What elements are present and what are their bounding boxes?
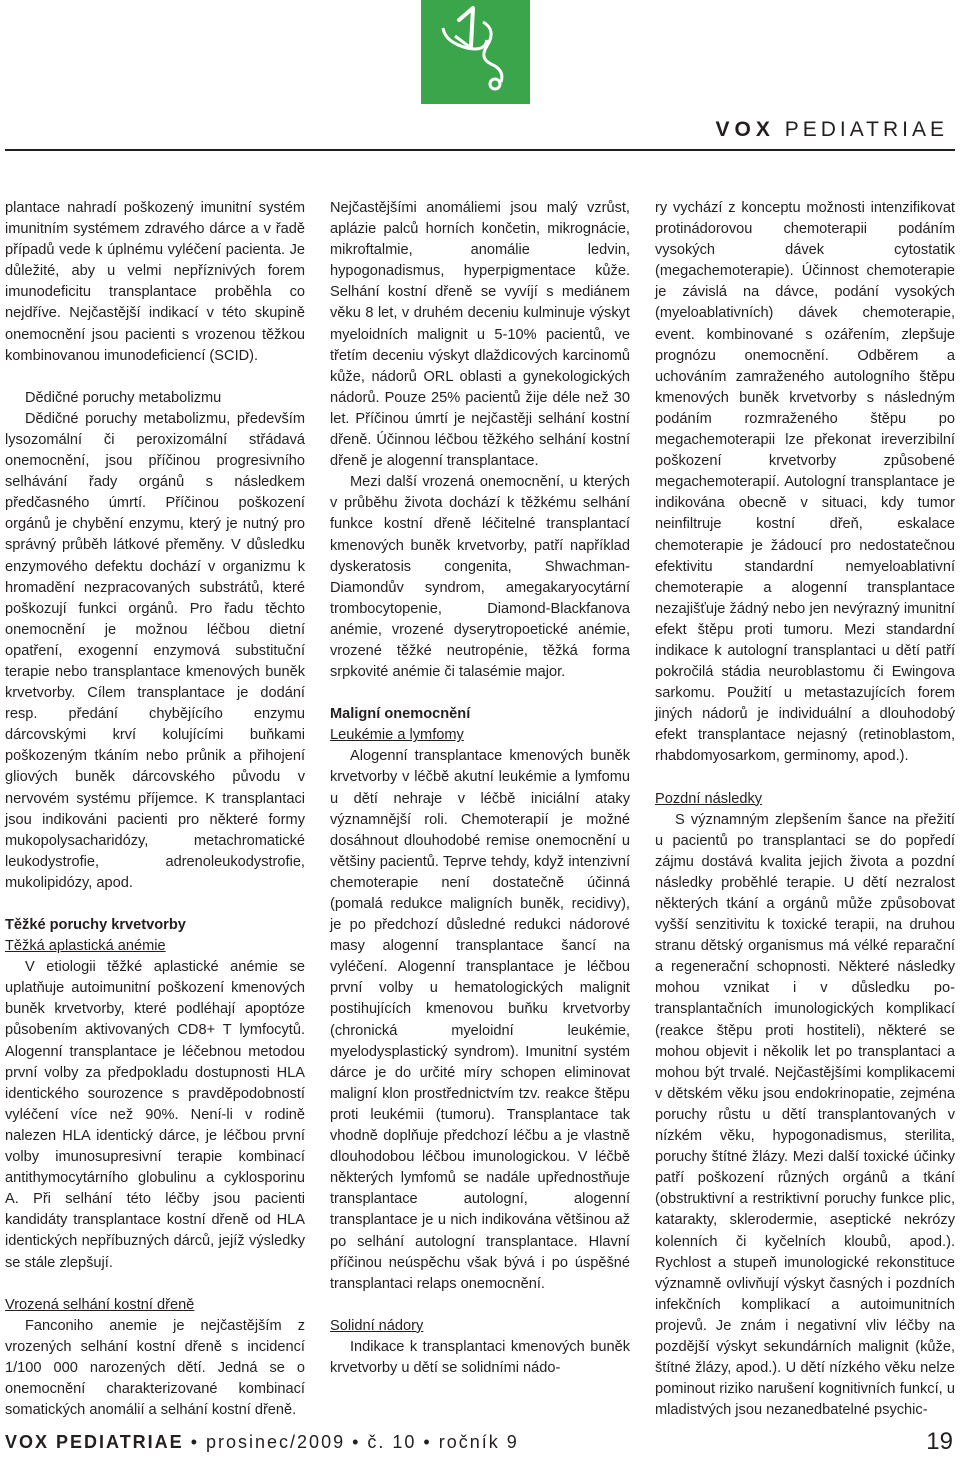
paragraph: V etiologii těžké aplastické anémie se uplatňuje autoimunitní poškození kmenových buněk krvetvorby, které podléhají apoptóze působením aktivovaných CD8+ T lymfocytů. Alogenní transplantace je léčebnou metodou první volby za předpokladu dostupnosti HLA identického sourozence s pravděpodobností vyléčení více než 90%. Není-li v rodině nalezen HLA identický dárce, je léčbou první volby imunosupresivní terapie kombinací antithymocytárního globulinu a cyklosporinu A. Při selhání této léčby jsou pacienti kandidáty transplantace kostní dřeně od HLA identických nepříbuzných dárců, jejíž výsledky se stále zlepšují. (5, 959, 305, 1271)
logo-mark (421, 0, 530, 104)
section-heading: Maligní onemocnění (330, 706, 471, 723)
paragraph: plantace nahradí poškozený imunitní systém imunitním systémem zdravého dárce a v řadě případů vede k úplnému vyléčení pacienta. Je důležité, aby u velmi nepříznivých forem imunodeficitu transplantace proběhla co nejdříve. Nejčastější indikací v této skupině onemocnění jsou pacienti s vrozenou těžkou kombinovanou imunodeficiencí (SCID). (5, 200, 305, 364)
column-3 (655, 198, 955, 1421)
section-heading: Těžké poruchy krvetvorby (5, 917, 186, 933)
brand-title (715, 118, 948, 142)
subheading: Vrozená selhání kostní dřeně (5, 1296, 195, 1313)
subheading: Leukémie a lymfomy (330, 727, 464, 744)
page-footer (5, 1426, 955, 1456)
paragraph: Nejčastějšími anomáliemi jsou malý vzrůst, aplázie palců horních končetin, mikrognácie, mikroftalmie, anomálie ledvin, hypogonadismus, hyperpigmentace kůže. Selhání kostní dřeně se vyvíjí s mediánem věku 8 let, v druhém deceniu kulminuje výskyt myeloidních malignit u 5-10% pacientů, ve třetím deceniu výskyt dlaždicových karcinomů kůže, nádorů ORL oblasti a gynekologických nádorů. Pouze 25% pacientů žije déle než 30 let. Příčinou úmrtí je nejčastěji selhání kostní dřeně. Účinnou léčbou těžkého selhání kostní dřeně je alogenní transplantace. (330, 200, 630, 470)
header-rule (5, 149, 955, 151)
footer-brand: VOX PEDIATRIAE (5, 1432, 184, 1452)
logo (421, 0, 530, 104)
column-2 (330, 198, 630, 1379)
paragraph: S významným zlepšením šance na přežití u pacientů po transplantaci se do popředí zájmu dostává kvalita jejich života a pozdní následky proběhlé terapie. U dětí nezralost některých tkání a orgánů může způsobovat vyšší senzitivitu k toxické terapii, na druhou stranu dětský organismus má vélké reparační a regenerační schopnosti. Některé následky mohou vznikat i v důsledku po-transplantačních imunologických komplikací (reakce štěpu proti hostiteli), některé se mohou objevit i několik let po transplantaci a mohou být trvalé. Nejčastějšími komplikacemi v dětském věku jsou endokrinopatie, zejména poruchy růstu u dětí transplantovaných v nízkém věku, hypogonadismus, sterilita, poruchy štítné žlázy. Mezi další toxické účinky patří poškození různých orgánů a tkání (obstruktivní a restriktivní poruchy funkce plic, katarakty, sklerodermie, aseptické nekrózy kolenních či kyčelních kloubů, apod.). Rychlost a stupeň imunologické rekonstituce významně ovlivňují výskyt časných i pozdních infekčních komplikací a autoimunitních projevů. Je znám i negativní vliv léčby na pozdější výskyt sekundárních malignit (kůže, štítné žlázy, apod.). U dětí nízkého věku nelze pominout riziko narušení kognitivních funkcí, u mladistvých jsou nezanedbatelné psychic- (655, 811, 955, 1419)
subheading: Solidní nádory (330, 1317, 424, 1334)
paragraph: ry vychází z konceptu možnosti intenzifikovat protinádorovou chemoterapii podáním vysokých dávek cytostatik (megachemoterapie). Účinnost chemoterapie je závislá na dávce, podání vysokých (myeloablativních) dávek chemoterapie, event. kombinované s ozářením, zlepšuje prognózu onemocnění. Odběrem a uchováním zamraženého autologního štěpu kmenových buněk krvetvorby s následným podáním rozmraženého štěpu po megachemoterapii lze překonat ireverzibilní poškození krvetvorby způsobené megachemoterapií. Autologní transplantace je indikována obecně v situaci, kdy tumor neinfiltruje kostní dřeň, eskalace chemoterapie je žádoucí pro nedostatečnou efektivitu standardní nemyeloablativní chemoterapie a alogenní transplantace nezajišťuje žádný nebo jen nevýrazný imunitní efekt štěpu proti tumoru. Mezi standardní indikace k autologní transplantaci u dětí patří pokročilá stádia neuroblastomu či Ewingova sarkomu. Použití u metastazujících forem jiných nádorů je individuální a dlouhodobý efekt transplantace nejasný (retinoblastom, rhabdomyosarkom, germinomy, apod.). (655, 200, 955, 765)
brand-rest: PEDIATRIAE (784, 118, 948, 141)
paragraph: Mezi další vrozená onemocnění, u kterých v průběhu života dochází k těžkému selhání funkce kostní dřeně léčitelné transplantací kmenových buněk krvetvorby, patří například dyskeratosis congenita, Shwachman-Diamondův syndrom, amegakaryocytární trombocytopenie, Diamond-Blackfanova anémie, vrozené dyserytropoetické anémie, vrozené těžké neutropénie, těžká forma srpkovité anémie či talasémie major. (330, 474, 630, 681)
column-1 (5, 198, 305, 1421)
footer-issue (5, 1432, 519, 1453)
page-number: 19 (926, 1428, 953, 1455)
subheading: Těžká aplastická anémie (5, 938, 166, 955)
paragraph: Fanconiho anemie je nejčastějším z vrozených selhání kostní dřeně s incidencí 1/100 000 narozených dětí. Jedná se o onemocnění charakterizované kombinací somatických anomálií a selhání kostní dřeně. (5, 1317, 305, 1419)
footer-issue-text: • prosinec/2009 • č. 10 • ročník 9 (183, 1432, 519, 1452)
paragraph: Indikace k transplantaci kmenových buněk krvetvorby u dětí se solidními nádo- (330, 1338, 630, 1376)
subheading: Pozdní následky (655, 790, 763, 807)
subheading: Dědičné poruchy metabolizmu (25, 389, 222, 406)
brand-bold: VOX (715, 118, 775, 141)
paragraph: Alogenní transplantace kmenových buněk krvetvorby v léčbě akutní leukémie a lymfomu u dětí nehraje v léčbě iniciální ataky významnější roli. Chemoterapií je možné dosáhnout dlouhodobé remise onemocnění u většiny pacientů. Teprve tehdy, když intenzivní chemoterapie není dostatečně účinná (pomalá redukce maligních buněk, recidivy), je po předchozí důsledné redukci nádorové masy alogenní transplantace šancí na vyléčení. Alogenní transplantace je léčbou první volby u hematologických malignit postihujících kmenovou buňku krvetvorby (chronická myeloidní leukémie, myelodysplastický syndrom). Imunitní systém dárce je do určité míry schopen eliminovat maligní klon prostřednictvím tzv. reakce štěpu proti leukémii (tumoru). Transplantace tak vhodně doplňuje předchozí léčbu a je vlastně dlouhodobou léčbou imunologickou. V léčbě některých lymfomů se nadále upřednostňuje transplantace autologní, alogenní transplantace je u nich indikována většinou až po selhání autologní transplantace. Hlavní příčinou neúspěchu však bývá i po úspěšné transplantaci relaps onemocnění. (330, 748, 630, 1292)
paragraph: Dědičné poruchy metabolizmu, především lysozomální či peroxizomální střádavá onemocnění, jsou příčinou progresivního selhávání řady orgánů s následkem předčasného úmrtí. Příčinou poškození orgánů je chybění enzymu, který je nutný pro správný průběh látkové přeměny. V důsledku enzymového defektu dochází v organizmu k hromadění nezpracovaných substrátů, které poškozují funkci orgánů. Pro řadu těchto onemocnění je možnou léčbou dietní opatření, exogenní enzymová substituční terapie nebo transplantace kmenových buněk krvetvorby. Cílem transplantace je dodání resp. předání chybějícího enzymu dárcovskými krví kolujícími buňkami poškozeným tkáním nebo průnik a přihojení gliových buněk dárcovského původu v nervovém systému příjemce. K transplantaci jsou indikováni pacienti pro některé formy mukopolysacharidózy, metachromatické leukodystrofie, adrenoleukodystrofie, mukolipidózy, apod. (5, 410, 305, 891)
